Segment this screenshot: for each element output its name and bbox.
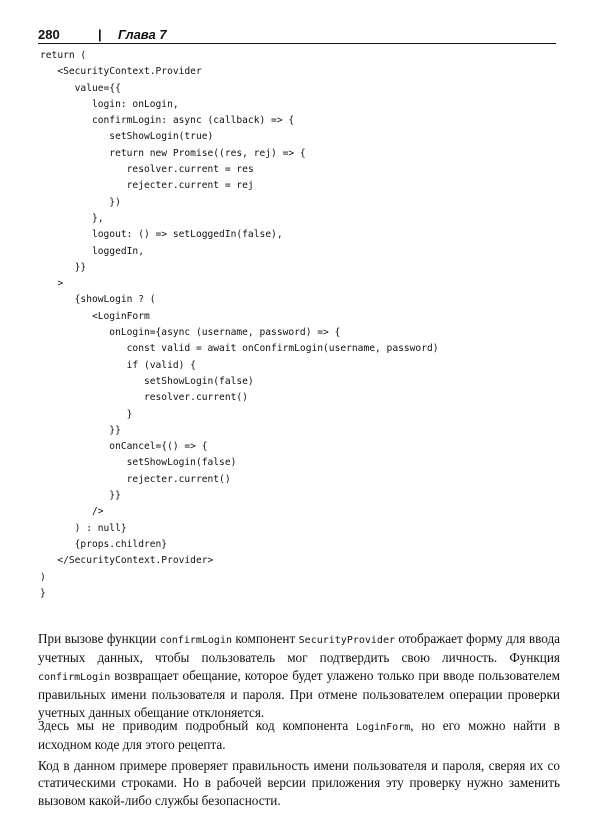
header-rule — [38, 43, 556, 44]
code-line: }} — [40, 490, 121, 502]
code-line: loggedIn, — [40, 245, 144, 257]
code-line: {showLogin ? ( — [40, 294, 156, 306]
code-line: }} — [40, 424, 121, 436]
text-run: возвращает обещание, которое будет улажено только при вводе пользователем правильных имени пользователя и пароля. При отмене пользователем операции проверки учетных данных обещание отклоняется. — [38, 667, 560, 720]
code-line: resolver.current() — [40, 392, 248, 404]
code-line: return ( — [40, 50, 87, 61]
code-line: } — [40, 587, 46, 599]
code-line: }) — [40, 196, 121, 208]
code-line: } — [40, 408, 133, 420]
code-line: /> — [40, 506, 104, 518]
paragraph-static-check — [38, 757, 560, 809]
inline-code: LoginForm — [356, 722, 411, 733]
text-run: При вызове функции — [38, 631, 160, 646]
text-run: Здесь мы не приводим подробный код компонента — [38, 718, 357, 733]
inline-code: confirmLogin — [38, 671, 111, 683]
text-run: Код в данном примере проверяет правильность имени пользователя и пароля, сверяя их со статическими строками. Но в рабочей версии приложения эту проверку нужно заменить вызовом какой-либо службы безопасности. — [38, 758, 560, 808]
text-run: отображает форму для ввода учетных данных, чтобы пользователь мог подтвердить свою личность. Функция — [38, 631, 561, 666]
code-line: rejecter.current = rej — [40, 180, 254, 192]
page-number: 280 — [38, 27, 60, 42]
code-line: onCancel={() => { — [40, 441, 208, 453]
code-line: {props.children} — [40, 538, 168, 550]
code-line: value={{ — [40, 82, 121, 94]
code-line: setShowLogin(false) — [40, 375, 254, 387]
text-run: компонент — [231, 631, 299, 646]
code-line: setShowLogin(true) — [40, 131, 214, 143]
code-line: ) : null} — [40, 522, 127, 534]
code-line: <LoginForm — [40, 310, 150, 322]
header-separator: | — [98, 27, 102, 42]
code-line: }} — [40, 261, 87, 273]
inline-code: SecurityProvider — [298, 635, 395, 646]
code-line: confirmLogin: async (callback) => { — [40, 115, 295, 127]
code-line: setShowLogin(false) — [40, 457, 237, 469]
code-line: ) — [40, 571, 46, 583]
paragraph-confirm-login — [38, 630, 560, 721]
inline-code: confirmLogin — [159, 635, 232, 646]
code-line: > — [40, 278, 64, 290]
code-line: const valid = await onConfirmLogin(username, password) — [40, 343, 439, 355]
code-line: }, — [40, 212, 104, 224]
code-line: return new Promise((res, rej) => { — [40, 147, 306, 159]
running-header — [38, 24, 558, 44]
code-line: </SecurityContext.Provider> — [40, 555, 214, 567]
code-listing — [40, 48, 439, 602]
code-line: rejecter.current() — [40, 473, 231, 485]
chapter-title: Глава 7 — [118, 27, 167, 42]
code-line: login: onLogin, — [40, 98, 179, 110]
paragraph-login-form — [38, 717, 560, 754]
code-line: resolver.current = res — [40, 164, 254, 176]
code-line: <SecurityContext.Provider — [40, 66, 202, 78]
code-line: onLogin={async (username, password) => { — [40, 327, 341, 339]
code-line: logout: () => setLoggedIn(false), — [40, 229, 283, 241]
code-line: if (valid) { — [40, 359, 196, 371]
text-run: , но его можно найти в исходном коде для этого рецепта. — [38, 718, 560, 753]
